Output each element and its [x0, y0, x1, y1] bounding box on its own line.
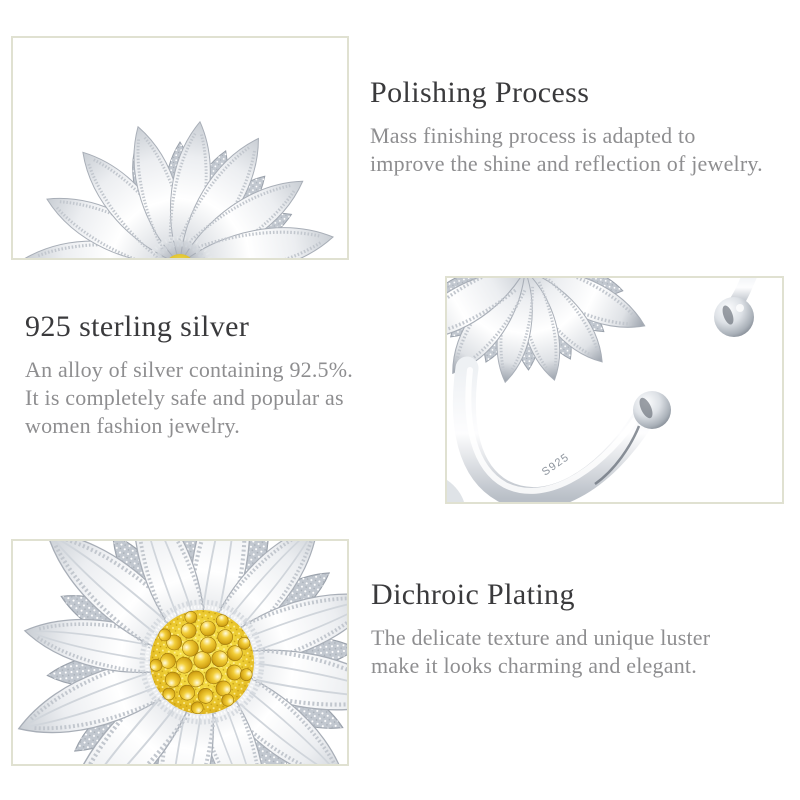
description-line: The delicate texture and unique luster: [371, 624, 711, 650]
open-ring-image: [447, 278, 782, 502]
feature-title-plating: Dichroic Plating: [371, 578, 575, 611]
section-silver: [25, 310, 435, 440]
description-line: Mass finishing process is adapted to: [370, 122, 696, 148]
description-line: improve the shine and reflection of jewelry.: [370, 150, 763, 176]
daisy-top-image: [13, 38, 347, 258]
feature-description-plating: [371, 624, 800, 680]
image-frame-ring: [445, 276, 784, 504]
ring-engraving-text: S925: [539, 451, 572, 479]
band-ball-top: [714, 297, 754, 337]
ring-band: [464, 368, 643, 498]
section-polishing: [370, 76, 800, 178]
description-line: women fashion jewelry.: [25, 412, 240, 438]
image-frame-plating: [11, 539, 349, 766]
feature-description-polishing: [370, 122, 800, 178]
description-line: An alloy of silver containing 92.5%.: [25, 356, 353, 382]
image-frame-polishing: [11, 36, 349, 260]
description-line: make it looks charming and elegant.: [371, 652, 697, 678]
feature-title-silver: 925 sterling silver: [25, 310, 250, 343]
daisy-closeup-image: [13, 541, 347, 764]
description-line: It is completely safe and popular as: [25, 384, 344, 410]
feature-title-polishing: Polishing Process: [370, 76, 590, 109]
band-corner-fragment: [447, 480, 464, 502]
feature-description-silver: [25, 356, 435, 440]
section-plating: [371, 578, 800, 680]
